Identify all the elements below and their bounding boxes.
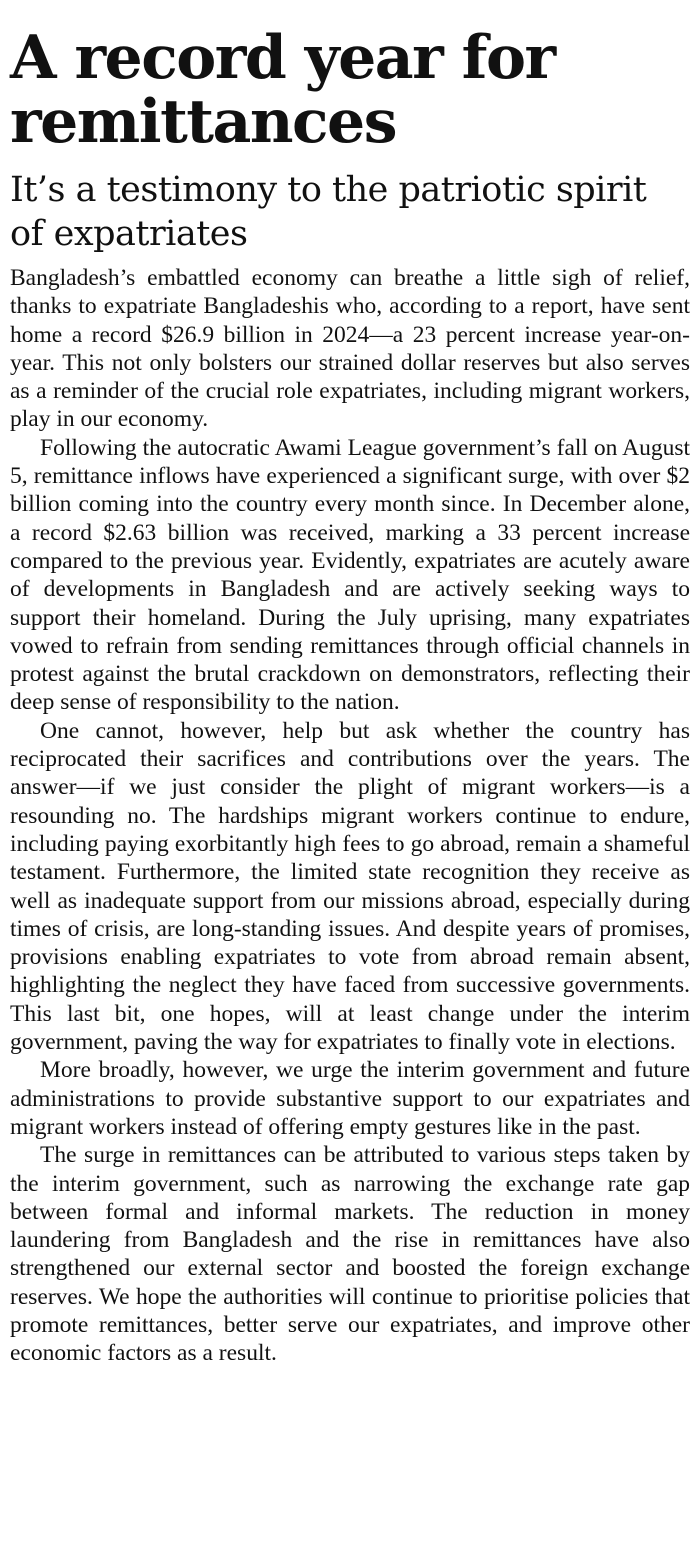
paragraph: More broadly, however, we urge the interim government and future administrations to provide substantive support to our expatriates and migrant workers instead of offering empty gestures like in the past.	[10, 1057, 690, 1140]
paragraph: One cannot, however, help but ask whether the country has reciprocated their sacrifices and contributions over the years. The answer—if we just consider the plight of migrant workers—is a resounding no. The hardships migrant workers continue to endure, including paying exorbitantly high fees to go abroad, remain a shameful testament. Furthermore, the limited state recognition they receive as well as inadequate support from our missions abroad, especially during times of crisis, are long-standing issues. And despite years of promises, provisions enabling expatriates to vote from abroad remain absent, highlighting the neglect they have faced from successive governments. This last bit, one hopes, will at least change under the interim government, paving the way for expatriates to finally vote in elections.	[10, 717, 690, 1056]
headline: A record year for remittances	[10, 23, 555, 157]
paragraph: Following the autocratic Awami League government’s fall on August 5, remittance inflows have experienced a significant surge, with over $2 billion coming into the country every month since. In December alone, a record $2.63 billion was received, marking a 33 percent increase compared to the previous year. Evidently, expatriates are acutely aware of developments in Bangladesh and are actively seeking ways to support their homeland. During the July uprising, many expatriates vowed to refrain from sending remittances through official channels in protest against the brutal crackdown on demonstrators, reflecting their deep sense of responsibility to the nation.	[10, 434, 690, 716]
subheadline: It’s a testimony to the patriotic spirit of expatriates	[10, 170, 647, 254]
paragraph: Bangladesh’s embattled economy can breathe a little sigh of relief, thanks to expatriate Bangladeshis who, according to a report, have sent home a record $26.9 billion in 2024—a 23 percent increase year-on-year. This not only bolsters our strained dollar reserves but also serves as a reminder of the crucial role expatriates, including migrant workers, play in our economy.	[10, 265, 690, 433]
paragraph: The surge in remittances can be attributed to various steps taken by the interim government, such as narrowing the exchange rate gap between formal and informal markets. The reduction in money laundering from Bangladesh and the rise in remittances have also strengthened our external sector and boosted the foreign exchange reserves. We hope the authorities will continue to prioritise policies that promote remittances, better serve our expatriates, and improve other economic factors as a result.	[10, 1142, 690, 1367]
article-body	[10, 264, 690, 1368]
